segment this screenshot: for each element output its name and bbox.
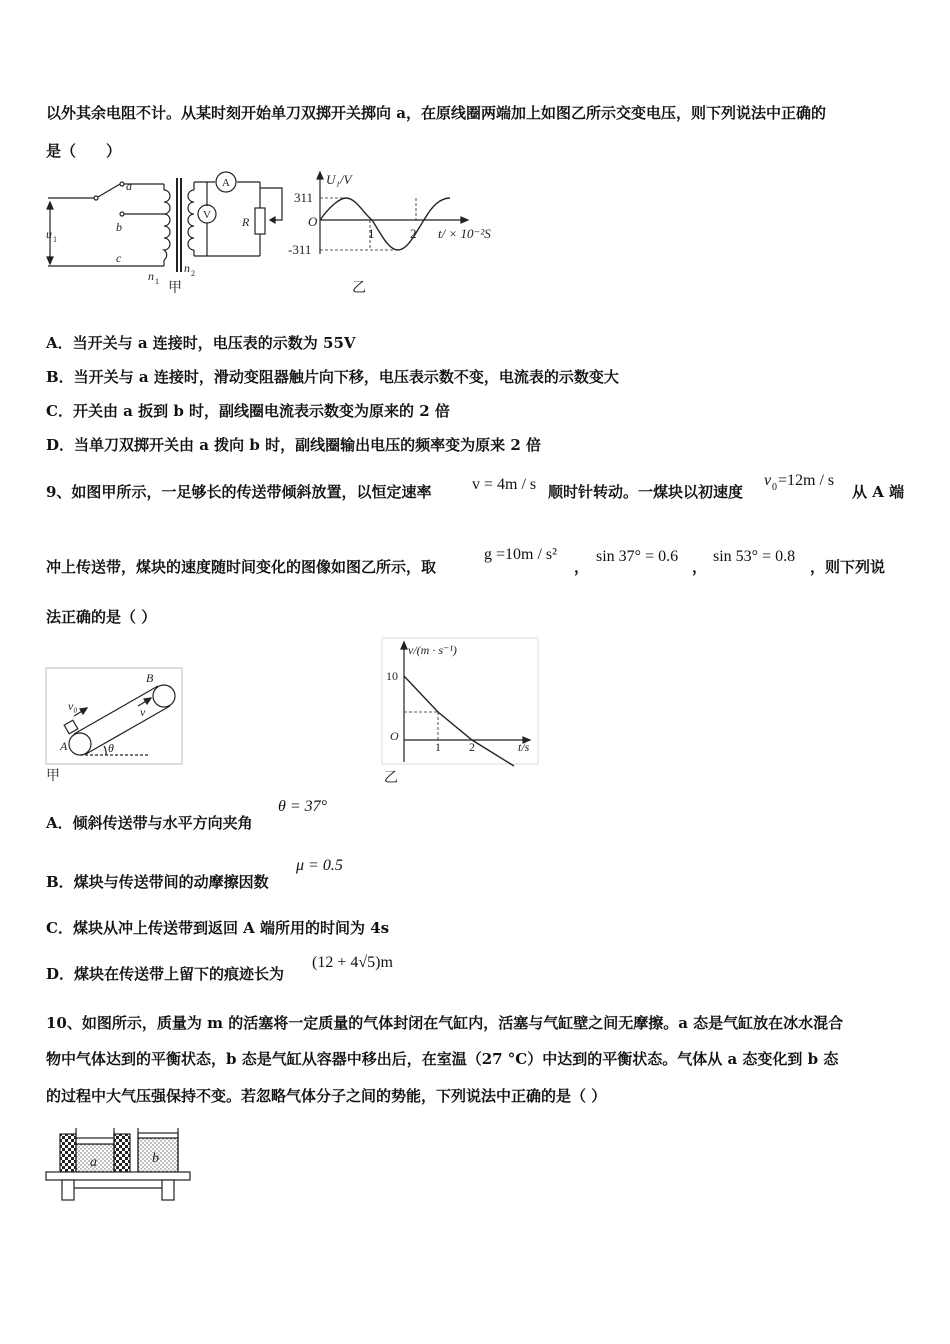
q8-sine-ylabel: U₁/V bbox=[326, 172, 352, 187]
q10-cylinder-figure bbox=[44, 1124, 196, 1204]
q10-line3: 的过程中大气压强保持不变。若忽略气体分子之间的势能，下列说法中正确的是（ ） bbox=[46, 1087, 607, 1105]
q9-v-expr: v = 4m / s bbox=[472, 476, 537, 493]
q8-transformer-circuit-figure bbox=[44, 168, 304, 294]
voltmeter-label: V bbox=[203, 209, 211, 221]
q9-stem2-b: ，则下列说 bbox=[810, 558, 886, 576]
q9-option-a-math: θ = 37° bbox=[278, 798, 328, 815]
q9-v0-expr: v bbox=[764, 472, 772, 489]
q8-sine-origin: O bbox=[308, 214, 318, 229]
q8-option-a: A．当开关与 a 连接时，电压表的示数为 55V bbox=[46, 334, 356, 352]
q8-label-c: c bbox=[116, 251, 122, 265]
q8-sine-x1: 1 bbox=[368, 226, 375, 241]
q9-conveyor-figure bbox=[44, 666, 184, 784]
q8-option-d: D．当单刀双掷开关由 a 拨向 b 时，副线圈输出电压的频率变为原来 2 倍 bbox=[46, 436, 541, 454]
q10-line1: 10、如图所示，质量为 m 的活塞将一定质量的气体封闭在气缸内，活塞与气缸壁之间无摩擦。a 态是气缸放在冰水混合 bbox=[46, 1014, 844, 1032]
q8-label-n2-sub: 2 bbox=[191, 269, 195, 278]
q9-fig-jia-caption: 甲 bbox=[46, 769, 60, 784]
q9-v0-rest: =12m / s bbox=[778, 472, 835, 489]
q9-vt-y10: 10 bbox=[386, 669, 398, 683]
q8-stem-line2: 是（ ） bbox=[46, 142, 122, 160]
q9-stem-a: 9、如图甲所示，一足够长的传送带倾斜放置，以恒定速率 bbox=[46, 483, 432, 501]
q10-label-b: b bbox=[152, 1151, 159, 1166]
q9-label-v: v bbox=[140, 705, 146, 719]
q8-label-n1-sub: 1 bbox=[155, 277, 159, 286]
q8-label-a: a bbox=[126, 179, 132, 193]
q8-sine-ymin: -311 bbox=[288, 242, 312, 257]
q9-vt-x1: 1 bbox=[435, 740, 441, 754]
q9-option-b-text: B．煤块与传送带间的动摩擦因数 bbox=[46, 873, 269, 891]
resistor-label: R bbox=[242, 215, 250, 229]
q9-sin53: sin 53° = 0.8 bbox=[713, 548, 796, 565]
q9-label-theta: θ bbox=[108, 741, 114, 755]
q8-label-u1-sub: 1 bbox=[53, 235, 57, 244]
q9-stem-c: 从 A 端 bbox=[852, 483, 905, 501]
q9-fig-yi-caption: 乙 bbox=[384, 771, 398, 784]
q9-vt-origin: O bbox=[390, 729, 399, 743]
q9-vt-graph-figure bbox=[380, 636, 540, 784]
q8-sine-xlabel: t/ × 10⁻²S bbox=[438, 226, 491, 241]
q8-label-b: b bbox=[116, 220, 122, 234]
q10-label-a: a bbox=[90, 1155, 97, 1170]
q9-sin37: sin 37° = 0.6 bbox=[596, 548, 679, 565]
q9-vt-xlabel: t/s bbox=[518, 740, 530, 754]
q9-label-B: B bbox=[146, 671, 154, 685]
q8-sine-x2: 2 bbox=[410, 226, 417, 241]
q8-fig-jia-caption: 甲 bbox=[168, 281, 182, 294]
q8-voltage-sine-figure bbox=[286, 168, 516, 294]
q9-label-v0: v₀ bbox=[68, 699, 78, 713]
ammeter-label: A bbox=[222, 177, 230, 189]
q9-vt-ylabel: v/(m · s⁻¹) bbox=[408, 643, 457, 657]
q8-label-n1: n bbox=[148, 269, 154, 283]
q9-stem-b: 顺时针转动。一煤块以初速度 bbox=[548, 483, 744, 501]
q8-option-b: B．当开关与 a 连接时，滑动变阻器触片向下移，电压表示数不变，电流表的示数变大 bbox=[46, 368, 619, 386]
q9-comma1: ， bbox=[574, 558, 590, 576]
q9-label-A: A bbox=[60, 739, 68, 753]
q9-comma2: ， bbox=[692, 558, 708, 576]
q9-g-expr: g =10m / s² bbox=[484, 546, 557, 563]
q9-option-d-math: (12 + 4√5)m bbox=[312, 954, 393, 971]
q9-stem3: 法正确的是（ ） bbox=[46, 608, 157, 626]
q9-option-b-math: μ = 0.5 bbox=[296, 857, 343, 874]
q8-option-c: C．开关由 a 扳到 b 时，副线圈电流表示数变为原来的 2 倍 bbox=[46, 402, 450, 420]
q8-fig-yi-caption: 乙 bbox=[352, 281, 366, 294]
q9-v0-sub: 0 bbox=[772, 482, 777, 493]
q9-option-a-text: A．倾斜传送带与水平方向夹角 bbox=[46, 814, 253, 832]
q9-option-d-text: D．煤块在传送带上留下的痕迹长为 bbox=[46, 965, 285, 983]
q8-stem-line1: 以外其余电阻不计。从某时刻开始单刀双掷开关掷向 a，在原线圈两端加上如图乙所示交变电压，则下列说法中正确的 bbox=[46, 104, 826, 122]
q8-label-u1: u bbox=[46, 227, 52, 241]
q9-stem2-a: 冲上传送带，煤块的速度随时间变化的图像如图乙所示，取 bbox=[46, 558, 437, 576]
q8-sine-ymax: 311 bbox=[294, 190, 314, 205]
q10-line2: 物中气体达到的平衡状态，b 态是气缸从容器中移出后，在室温（27 °C）中达到的平衡状态。气体从 a 态变化到 b 态 bbox=[46, 1050, 839, 1068]
q8-label-n2: n bbox=[184, 261, 190, 275]
q9-option-c-text: C．煤块从冲上传送带到返回 A 端所用的时间为 4s bbox=[46, 919, 390, 937]
q9-vt-x2: 2 bbox=[469, 740, 475, 754]
